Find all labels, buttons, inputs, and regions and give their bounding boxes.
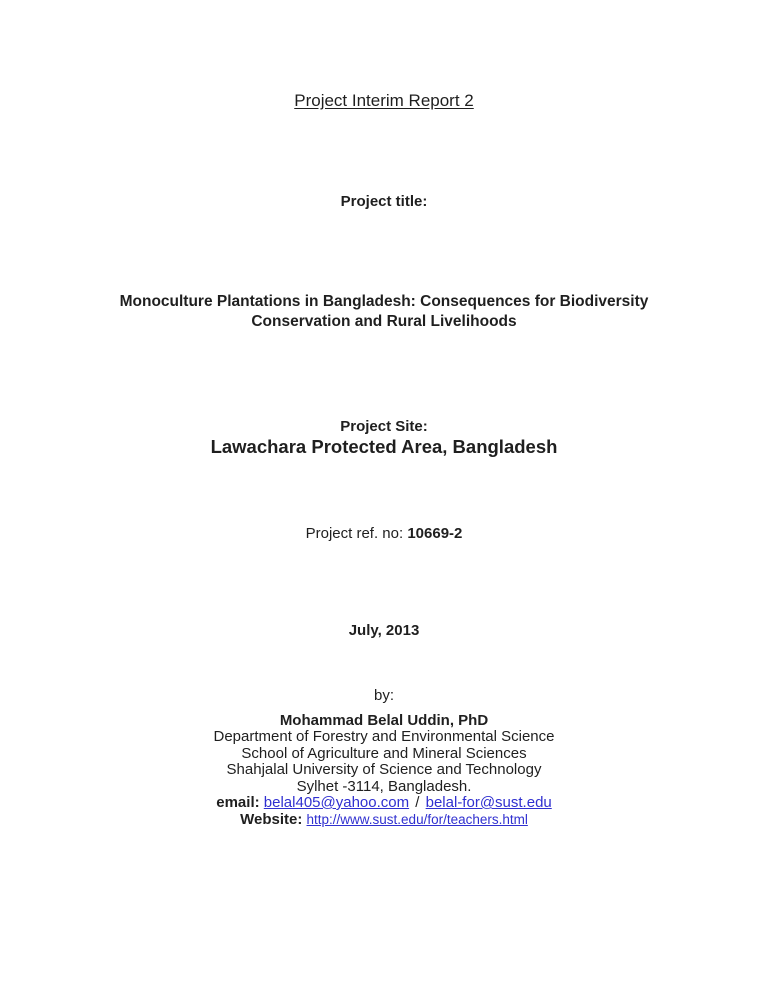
project-site-label: Project Site: (340, 418, 428, 435)
email-secondary-link[interactable]: belal-for@sust.edu (425, 794, 552, 811)
project-ref-value: 10669-2 (407, 525, 463, 542)
project-ref-label: Project ref. no: (305, 525, 404, 542)
project-site-value: Lawachara Protected Area, Bangladesh (210, 436, 558, 457)
email-label: email: (216, 794, 260, 811)
project-title-line1: Monoculture Plantations in Bangladesh: Consequences for Biodiversity (119, 293, 649, 310)
email-separator: / (415, 794, 420, 811)
project-title (74, 292, 694, 332)
author-department: Department of Forestry and Environmental Science (213, 728, 555, 745)
website-label: Website: (240, 810, 303, 828)
report-date: July, 2013 (348, 622, 420, 639)
project-title-line2: Conservation and Rural Livelihoods (251, 313, 517, 330)
author-address: Sylhet -3114, Bangladesh. (296, 777, 472, 795)
website-link[interactable]: http://www.sust.edu/for/teachers.html (306, 811, 528, 827)
report-title: Project Interim Report 2 (294, 91, 474, 110)
byline: by: (373, 687, 394, 704)
project-title-label: Project title: (340, 193, 428, 210)
email-primary-link[interactable]: belal405@yahoo.com (263, 794, 410, 811)
email-line (0, 795, 768, 812)
author-school: School of Agriculture and Mineral Sciences (241, 744, 527, 762)
author-university: Shahjalal University of Science and Technology (226, 761, 542, 778)
website-line (0, 812, 768, 829)
author-block (0, 712, 768, 828)
project-ref-line (0, 525, 768, 543)
author-name: Mohammad Belal Uddin, PhD (279, 712, 489, 729)
